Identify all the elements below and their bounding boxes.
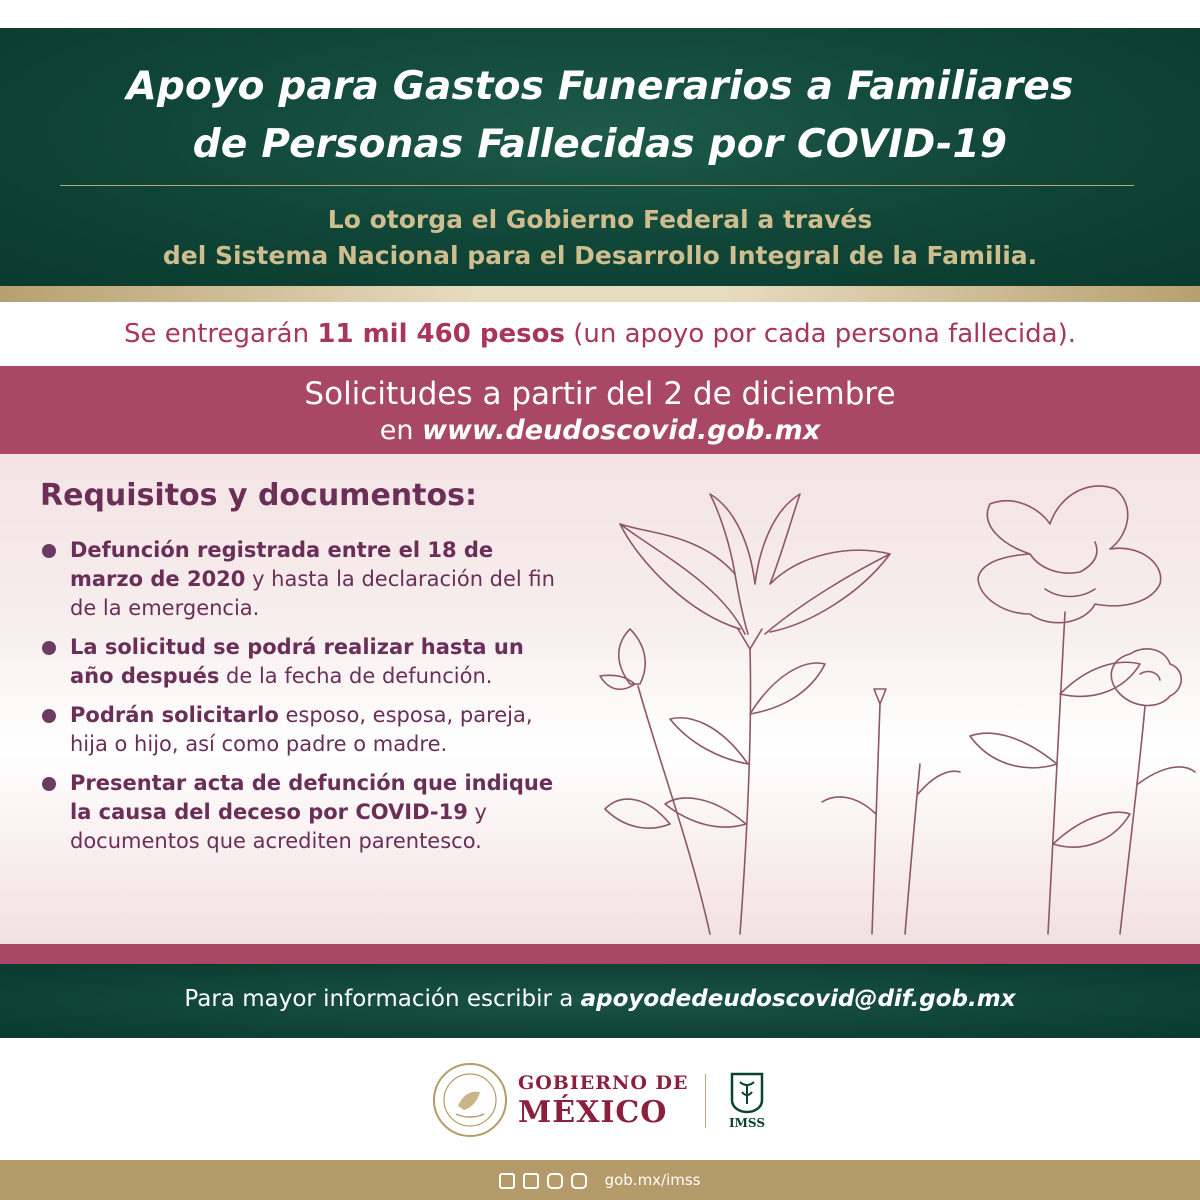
requirement-text: y documentos que acrediten parentesco. [70,800,487,853]
bullet-icon [42,641,56,655]
requirement-bold: La solicitud se podrá realizar hasta un año después [70,635,524,688]
requirement-text: esposo, esposa, pareja, hija o hijo, así como padre o madre. [70,703,533,756]
requirements-title: Requisitos y documentos: [40,478,477,513]
contact-email-link[interactable]: apoyodedeudoscovid@dif.gob.mx [580,986,1016,1012]
stem-icon [822,689,960,934]
bullet-icon [42,709,56,723]
imss-emblem-icon [722,1068,772,1114]
list-item [40,701,560,759]
requirement-bold: Defunción registrada entre el 18 de marzo de 2020 [70,538,494,591]
title-divider [60,185,1134,186]
amount-suffix: (un apoyo por cada persona fallecida). [564,319,1076,349]
logo-area [0,1038,1200,1160]
flower-illustration-icon [560,464,1200,944]
subtitle-line-1: Lo otorga el Gobierno Federal a través [327,205,873,234]
amount-notice [0,302,1200,366]
requirement-text: de la fecha de defunción. [219,664,493,688]
bud-flower-icon [600,629,710,934]
gob-line-1: GOBIERNO DE [518,1072,689,1094]
national-seal-icon [430,1060,510,1140]
contact-bar [0,964,1200,1038]
footer-url-link[interactable]: gob.mx/imss [604,1171,701,1189]
rose-flower-icon [1111,649,1195,934]
footer-bar [0,1160,1200,1200]
title-line-2: de Personas Fallecidas por COVID-19 [192,122,1008,167]
page-title [0,58,1200,174]
gob-line-2: MÉXICO [518,1095,668,1130]
gobierno-de-mexico-logo [518,1070,689,1130]
contact-prefix: Para mayor información escribir a [184,986,581,1012]
subtitle-line-2: del Sistema Nacional para el Desarrollo Integral de la Familia. [162,241,1038,270]
amount-prefix: Se entregarán [124,319,318,349]
bullet-icon [42,777,56,791]
gold-divider-band [0,286,1200,302]
requirements-list [40,536,560,866]
requirement-bold: Presentar acta de defunción que indique la causa del deceso por COVID-19 [70,771,554,824]
pink-divider-band [0,944,1200,964]
peony-flower-icon [970,486,1161,934]
applications-url-link[interactable]: www.deudoscovid.gob.mx [422,415,821,446]
lily-flower-icon [620,494,890,934]
twitter-icon[interactable] [523,1173,539,1189]
youtube-icon[interactable] [571,1173,587,1189]
facebook-icon[interactable] [499,1173,515,1189]
social-icons [499,1161,589,1200]
subtitle [0,202,1200,274]
requirement-bold: Podrán solicitarlo [70,703,279,727]
list-item [40,769,560,856]
bullet-icon [42,544,56,558]
list-item [40,536,560,623]
header [0,28,1200,286]
amount-value: 11 mil 460 pesos [317,319,565,349]
applications-site-prefix: en [379,415,423,446]
applications-banner [0,366,1200,454]
imss-label: IMSS [729,1116,765,1130]
requirements-panel [0,454,1200,944]
requirement-text: y hasta la declaración del fin de la emergencia. [70,567,555,620]
applications-site [0,414,1200,448]
logo-divider [705,1074,706,1128]
instagram-icon[interactable] [547,1173,563,1189]
title-line-1: Apoyo para Gastos Funerarios a Familiares [126,64,1074,109]
applications-date: Solicitudes a partir del 2 de diciembre [304,376,896,412]
list-item [40,633,560,691]
imss-logo [722,1068,772,1134]
